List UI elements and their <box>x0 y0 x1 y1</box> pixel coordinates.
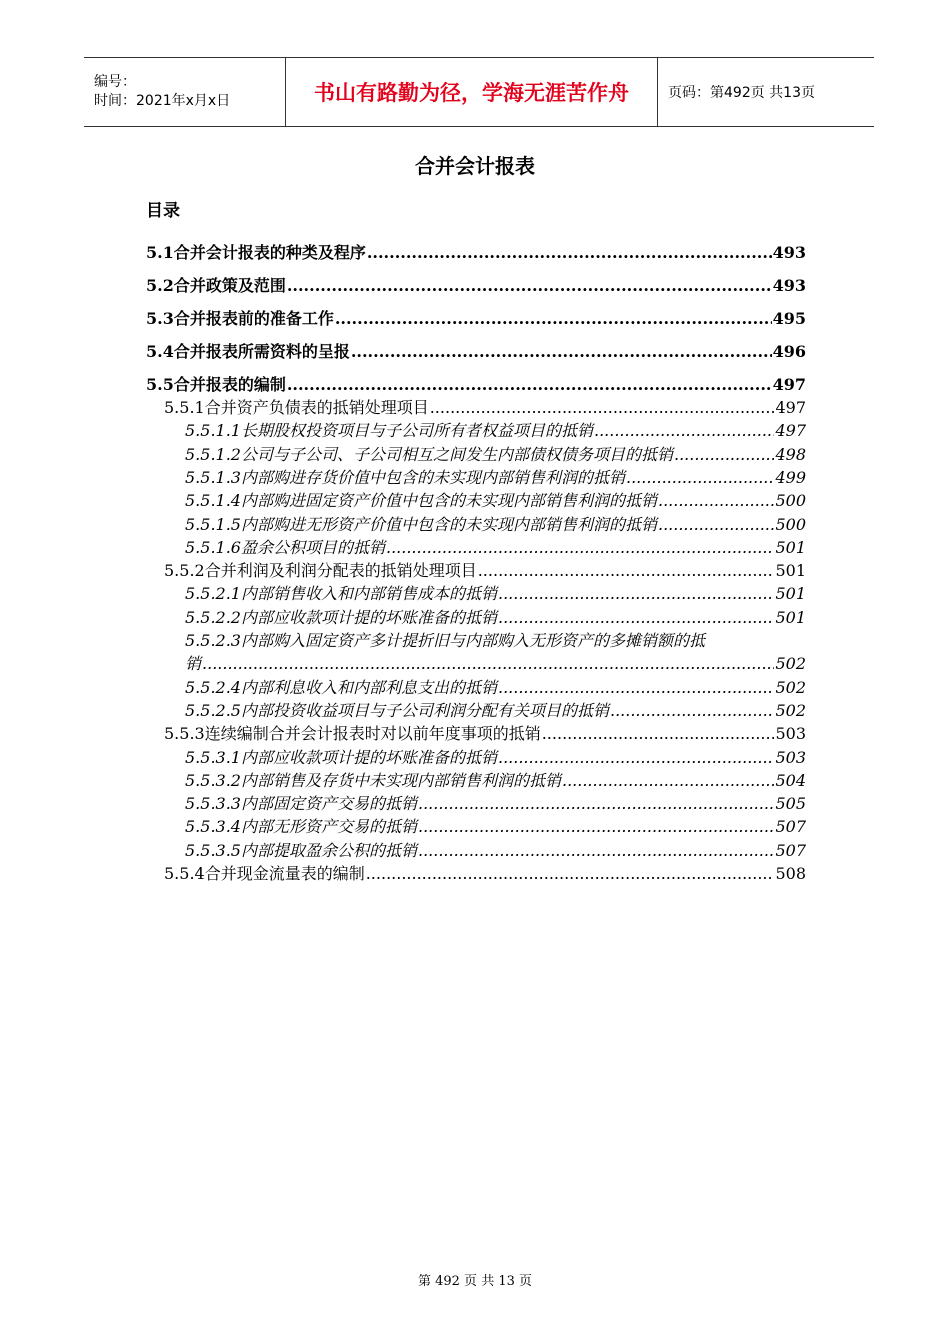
toc-entry[interactable] <box>146 372 806 395</box>
toc-entry[interactable] <box>185 418 806 441</box>
toc-leader-dots <box>498 608 774 627</box>
toc-leader-dots <box>335 309 772 328</box>
toc-entry-text: 5.5.3.4内部无形资产交易的抵销 <box>185 817 417 837</box>
toc-entry-page: 499 <box>775 467 806 487</box>
toc-entry-text: 5.5.2.1内部销售收入和内部销售成本的抵销 <box>185 584 497 604</box>
toc-entry[interactable] <box>185 745 806 768</box>
toc-entry-page: 497 <box>775 421 806 441</box>
toc-entry[interactable] <box>164 861 806 884</box>
toc-entry[interactable] <box>185 512 806 535</box>
toc-entry-page: 504 <box>775 770 806 790</box>
toc-entry-text: 5.5.1.1长期股权投资项目与子公司所有者权益项目的抵销 <box>185 421 593 441</box>
toc-leader-dots <box>418 794 774 813</box>
toc-entry-page: 493 <box>772 276 806 295</box>
toc-leader-dots <box>367 243 772 262</box>
toc-entry-text: 5.5.3.3内部固定资产交易的抵销 <box>185 794 417 814</box>
toc-entry-text: 5.5.2.2内部应收款项计提的坏账准备的抵销 <box>185 607 497 627</box>
toc-entry[interactable] <box>146 240 806 263</box>
toc-entry-text: 5.5.1.2公司与子公司、子公司相互之间发生内部债权债务项目的抵销 <box>185 444 673 464</box>
toc-entry-page: 507 <box>775 817 806 837</box>
toc-entry-text: 5.5.1.4内部购进固定资产价值中包含的未实现内部销售利润的抵销 <box>185 491 657 511</box>
toc-entry-text: 5.5.3.2内部销售及存货中未实现内部销售利润的抵销 <box>185 770 561 790</box>
time-label: 时间：2021年x月x日 <box>94 93 231 109</box>
toc-entry-text: 5.5.1.6盈余公积项目的抵销 <box>185 537 385 557</box>
document-title: 合并会计报表 <box>415 154 535 178</box>
toc-entry-page: 495 <box>772 309 806 328</box>
toc-entry-text: 5.5.2.4内部利息收入和内部利息支出的抵销 <box>185 677 497 697</box>
toc-entry-text: 5.5.3连续编制合并会计报表时对以前年度事项的抵销 <box>164 724 541 744</box>
toc-entry[interactable] <box>185 535 806 558</box>
toc-leader-dots <box>430 398 775 417</box>
toc-leader-dots <box>366 864 775 883</box>
toc-leader-dots <box>658 515 774 534</box>
toc-entry-text: 5.5.1合并资产负债表的抵销处理项目 <box>164 398 429 417</box>
toc-entry-text: 5.1合并会计报表的种类及程序 <box>146 243 366 262</box>
toc-entry-page: 502 <box>775 654 806 674</box>
toc-leader-dots <box>594 421 774 440</box>
toc-leader-dots <box>287 276 772 295</box>
toc-entry-text[interactable]: 5.5.2.3内部购入固定资产多计提折旧与内部购入无形资产的多摊销额的抵 <box>185 631 705 650</box>
toc-entry-text: 5.5合并报表的编制 <box>146 375 286 394</box>
toc-entry-page: 497 <box>772 375 806 394</box>
toc-entry-page: 507 <box>775 840 806 860</box>
toc-entry[interactable] <box>146 273 806 296</box>
toc-entry-continuation: 销 <box>185 654 202 674</box>
toc-leader-dots <box>658 491 774 510</box>
number-label: 编号： <box>94 74 136 90</box>
toc-leader-dots <box>610 701 774 720</box>
toc-entry-text: 5.5.2合并利润及利润分配表的抵销处理项目 <box>164 561 477 581</box>
toc-entry-page: 502 <box>775 677 806 697</box>
toc-entry[interactable] <box>164 721 806 744</box>
header-meta <box>84 58 285 126</box>
toc-entry-page: 501 <box>775 537 806 557</box>
page-info-text: 页码：第492页 共13页 <box>668 85 815 101</box>
toc-leader-dots <box>562 771 774 790</box>
toc-entry-page: 497 <box>775 398 806 417</box>
toc-entry-page: 493 <box>772 243 806 262</box>
toc-entry-text: 5.5.2.5内部投资收益项目与子公司利润分配有关项目的抵销 <box>185 700 609 720</box>
motto-text: 书山有路勤为径，学海无涯苦作舟 <box>314 81 629 105</box>
page-footer: 第 492 页 共 13 页 <box>417 1274 533 1289</box>
toc-entry-text: 5.5.4合并现金流量表的编制 <box>164 864 365 883</box>
page-header <box>84 57 874 127</box>
toc-leader-dots <box>542 724 775 743</box>
toc-leader-dots <box>498 748 774 767</box>
toc-entry[interactable] <box>185 675 806 698</box>
toc-leader-dots <box>626 468 774 487</box>
toc-leader-dots <box>418 817 774 836</box>
toc-entry[interactable] <box>185 488 806 511</box>
toc-leader-dots <box>498 678 774 697</box>
toc-entry[interactable] <box>185 698 806 721</box>
toc-entry-page: 503 <box>775 724 806 744</box>
toc-entry-text: 5.5.3.1内部应收款项计提的坏账准备的抵销 <box>185 747 497 767</box>
toc-entry-page: 501 <box>775 561 806 581</box>
toc-entry[interactable] <box>185 581 806 604</box>
toc-leader-dots <box>674 445 774 464</box>
toc-leader-dots <box>202 654 774 673</box>
header-page-info <box>658 58 874 126</box>
toc-leader-dots <box>351 342 772 361</box>
toc-entry-page: 508 <box>775 864 806 883</box>
toc-entry-page: 500 <box>775 491 806 511</box>
toc-entry[interactable] <box>185 651 806 674</box>
toc-entry[interactable] <box>185 442 806 465</box>
toc-entry-text: 5.4合并报表所需资料的呈报 <box>146 342 350 361</box>
toc-entry[interactable] <box>185 838 806 861</box>
toc-entry-page: 505 <box>775 794 806 814</box>
toc-entry-page: 500 <box>775 514 806 534</box>
toc-entry-text: 5.2合并政策及范围 <box>146 276 286 295</box>
toc-entry[interactable] <box>185 465 806 488</box>
toc-entry[interactable] <box>185 768 806 791</box>
toc-heading: 目录 <box>146 201 180 221</box>
toc-entry-page: 503 <box>775 747 806 767</box>
toc-leader-dots <box>386 538 774 557</box>
toc-entry[interactable] <box>185 814 806 837</box>
toc-entry[interactable] <box>164 395 806 418</box>
header-motto <box>285 58 658 126</box>
toc-entry-page: 498 <box>775 444 806 464</box>
toc-entry-page: 501 <box>775 607 806 627</box>
toc-leader-dots <box>418 841 774 860</box>
toc-entry-page: 501 <box>775 584 806 604</box>
toc-entry-text: 5.3合并报表前的准备工作 <box>146 309 334 328</box>
toc-entry-text: 5.5.1.5内部购进无形资产价值中包含的未实现内部销售利润的抵销 <box>185 514 657 534</box>
toc-entry[interactable] <box>164 558 806 581</box>
toc-leader-dots <box>287 375 772 394</box>
toc-leader-dots <box>498 584 774 603</box>
toc-entry-page: 496 <box>772 342 806 361</box>
toc-entry[interactable] <box>146 339 806 362</box>
toc-entry[interactable] <box>146 306 806 329</box>
toc-entry[interactable] <box>185 791 806 814</box>
toc-leader-dots <box>478 561 775 580</box>
toc-entry-text: 5.5.3.5内部提取盈余公积的抵销 <box>185 840 417 860</box>
toc-entry-text: 5.5.1.3内部购进存货价值中包含的未实现内部销售利润的抵销 <box>185 467 625 487</box>
toc-entry[interactable] <box>185 605 806 628</box>
toc-entry-page: 502 <box>775 700 806 720</box>
